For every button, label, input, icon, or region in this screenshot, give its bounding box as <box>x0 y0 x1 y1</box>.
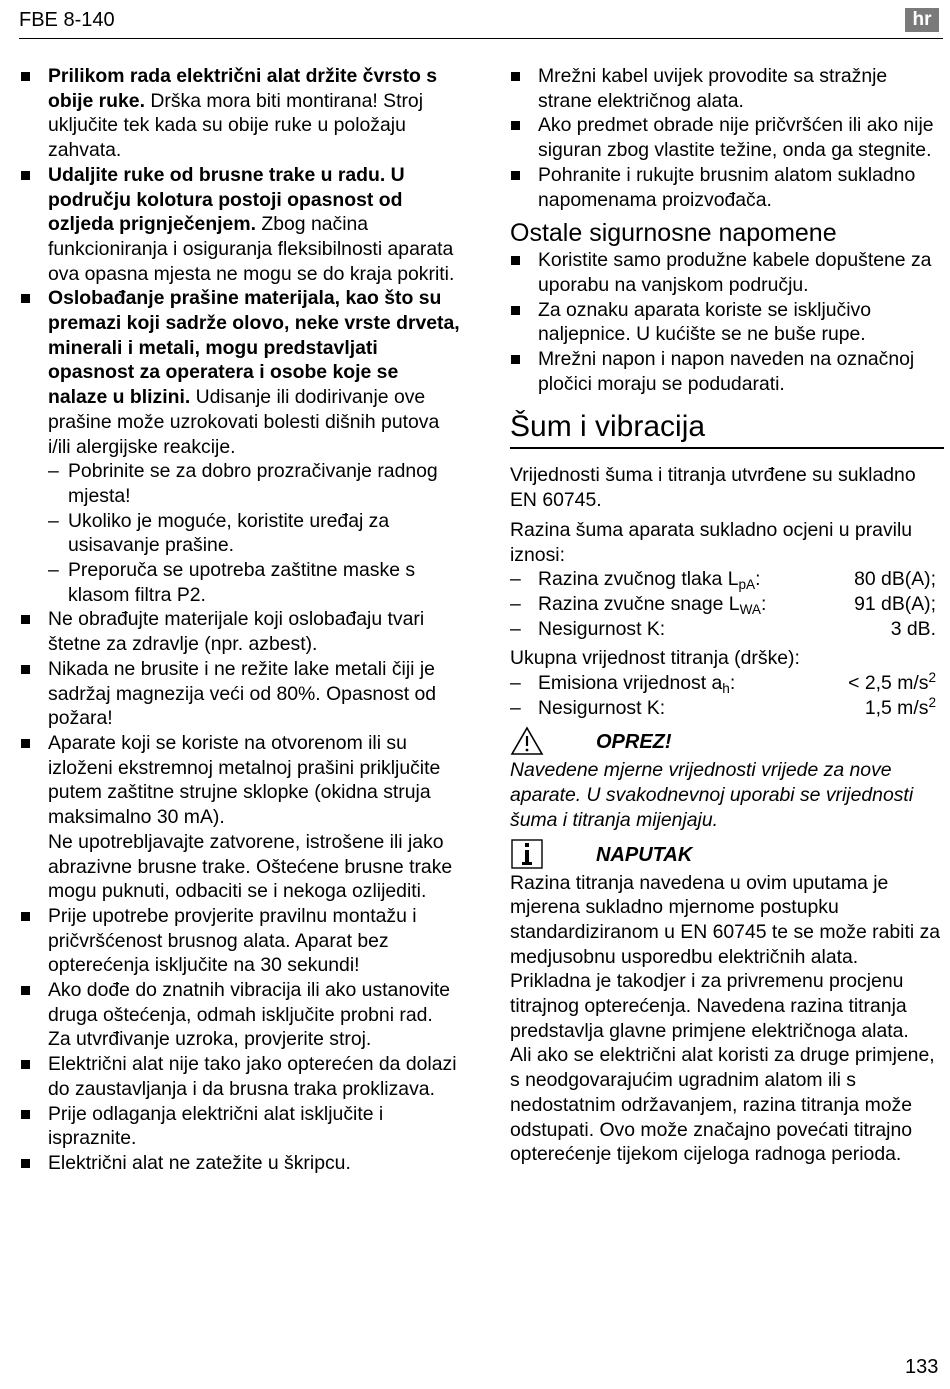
bullet-item: Prije upotrebe provjerite pravilnu montažu i pričvršćenost brusnog alata. Aparat bez opterećenja isključite na 30 sekundi! <box>20 904 460 978</box>
measurement-label: Nesigurnost K: <box>538 696 666 719</box>
bullet-strong: Oslobađanje prašine materijala, kao što su premazi koji sadrže olovo, neke vrste drveta, minerali i metali, mogu predstavljati opasnost za operatera i osobe koje se nalaze u blizini. <box>48 287 460 409</box>
bullet-item: Prije odlaganja električni alat isključite i ispraznite. <box>20 1102 460 1151</box>
paragraph: Razina šuma aparata sukladno ocjeni u pravilu iznosi: <box>510 518 913 566</box>
section-heading-noise: Šum i vibracija <box>510 410 944 449</box>
bullet-text: Aparate koji se koriste na otvorenom ili su izloženi ekstremnoj metalnoj prašini priključite putem zaštitne strujne sklopke (okidna struja maksimalno 30 mA). <box>48 731 441 829</box>
measurement-row <box>510 592 944 617</box>
bullet-item: Nikada ne brusite i ne režite lake metali čiji je sadržaj magnezija veći od 80%. Opasnost od požara! <box>20 657 460 731</box>
language-badge: hr <box>905 8 939 32</box>
note-text: Ali ako se električni alat koristi za druge primjene, s neodgovarajućim ugradnim alatom ili s nedostatnim održavanjem, razina titranja može odstupati. Ovo može značajno povećati titrajno opterećenje tijekom cijeloga radnoga perioda. <box>510 1044 935 1166</box>
measurement-label: Razina zvučnog tlaka L <box>538 568 739 591</box>
bullet-item <box>20 731 460 904</box>
header-rule <box>19 38 943 39</box>
bullet-item <box>20 286 460 459</box>
measurement-label: Nesigurnost K: <box>538 617 666 640</box>
left-column <box>20 64 460 1176</box>
warning-icon <box>510 726 544 756</box>
measurement-value <box>865 696 936 721</box>
bullet-strong: Udaljite ruke od brusne trake u radu. U području kolotura postoji opasnost od ozljeda prignječenjem. <box>48 163 405 236</box>
caution-text: Navedene mjerne vrijednosti vrijede za nove aparate. U svakodnevnoj uporabi se vrijednosti šuma i titranja mijenjaju. <box>510 759 914 831</box>
value-text: < 2,5 m/s <box>848 672 929 695</box>
bullet-item: Pohranite i rukujte brusnim alatom sukladno napomenama proizvođača. <box>510 163 944 212</box>
bullet-item: Električni alat nije tako jako opterećen da dolazi do zaustavljanja i da brusna traka proklizava. <box>20 1052 460 1101</box>
bullet-continuation: Ne upotrebljavajte zatvorene, istrošene ili jako abrazivne brusne trake. Oštećene brusne trake mogu puknuti, odbaciti se i nekoga ozlijediti. <box>48 830 453 903</box>
measurement-colon: : <box>755 568 761 591</box>
bullet-text: Drška mora biti montirana! Stroj uključite tek kada su obije ruke u položaju zahvata. <box>48 89 424 162</box>
measurement-value: 91 dB(A); <box>854 592 936 615</box>
measurement-row <box>510 567 944 592</box>
bullet-item: Ako dođe do znatnih vibracija ili ako ustanovite druga oštećenja, odmah isključite probni rad. Za utvrđivanje uzroka, provjerite stroj. <box>20 978 460 1052</box>
bullet-item: Ne obrađujte materijale koji oslobađaju tvari štetne za zdravlje (npr. azbest). <box>20 607 460 656</box>
caution-heading <box>510 726 944 758</box>
measurement-label: Razina zvučne snage L <box>538 592 740 615</box>
measurement-colon: : <box>760 592 767 615</box>
bullet-item: Za oznaku aparata koriste se isključivo naljepnice. U kućište se ne buše rupe. <box>510 298 944 347</box>
note-heading <box>510 839 944 871</box>
measurement-subscript: h <box>722 681 730 697</box>
measurement-row <box>510 617 944 642</box>
bullet-item: Ako predmet obrade nije pričvršćen ili ako nije siguran zbog vlastite težine, onda ga stegnite. <box>510 113 944 162</box>
paragraph: Ukupna vrijednost titranja (drške): <box>510 647 800 670</box>
bullet-item: Električni alat ne zatežite u škripcu. <box>20 1151 460 1176</box>
bullet-text: Zbog načina funkcioniranja i osiguranja fleksibilnosti aparata ova opasna mjesta ne mogu se do kraja pokriti. <box>48 213 455 285</box>
measurement-label: Emisiona vrijednost a <box>538 672 723 695</box>
dash-item: – Ukoliko je moguće, koristite uređaj za usisavanje prašine. <box>20 509 460 558</box>
value-text: 1,5 m/s <box>864 696 929 719</box>
bullet-item: Mrežni kabel uvijek provodite sa stražnje strane električnog alata. <box>510 64 944 113</box>
measurement-value <box>848 671 936 696</box>
bullet-item <box>20 163 460 287</box>
bullet-item: Mrežni napon i napon naveden na označnoj pločici moraju se podudarati. <box>510 347 944 396</box>
caution-label: OPREZ! <box>596 731 672 754</box>
bullet-text: Udisanje ili dodirivanje ove prašine može uzrokovati bolesti dišnih putova i/ili alergijske reakcije. <box>48 386 440 458</box>
value-superscript: 2 <box>928 670 936 686</box>
bullet-item: Koristite samo produžne kabele dopuštene za uporabu na vanjskom području. <box>510 248 944 297</box>
measurement-row <box>510 696 944 721</box>
page-header-model: FBE 8-140 <box>19 9 115 31</box>
measurement-row <box>510 671 944 696</box>
measurement-value: 80 dB(A); <box>854 568 936 591</box>
measurement-subscript: WA <box>739 601 761 617</box>
page-number: 133 <box>905 1356 939 1378</box>
value-superscript: 2 <box>928 694 936 710</box>
paragraph: Vrijednosti šuma i titranja utvrđene su sukladno EN 60745. <box>510 464 916 512</box>
note-label: NAPUTAK <box>596 843 693 866</box>
measurement-value: 3 dB. <box>890 617 936 640</box>
right-column <box>510 64 944 1167</box>
section-heading-other: Ostale sigurnosne napomene <box>510 219 837 248</box>
measurement-colon: : <box>729 672 736 695</box>
measurement-subscript: pA <box>738 577 756 593</box>
bullet-item <box>20 64 460 163</box>
info-icon <box>510 839 544 869</box>
note-text: Razina titranja navedena u ovim uputama je mjerena sukladno mjernome postupku standardiziranom u EN 60745 te se može rabiti za medjusobnu usporedbu električnih alata. Prikladna je takodjer i za privremenu procjenu titrajnog opterećenja. Navedena razina titranja predstavlja glavne primjene električnoga alata. <box>510 871 941 1042</box>
dash-item: – Pobrinite se za dobro prozračivanje radnog mjesta! <box>20 459 460 508</box>
dash-item: – Preporuča se upotreba zaštitne maske s klasom filtra P2. <box>20 558 460 607</box>
bullet-strong: Prilikom rada električni alat držite čvrsto s obije ruke. <box>48 65 438 112</box>
